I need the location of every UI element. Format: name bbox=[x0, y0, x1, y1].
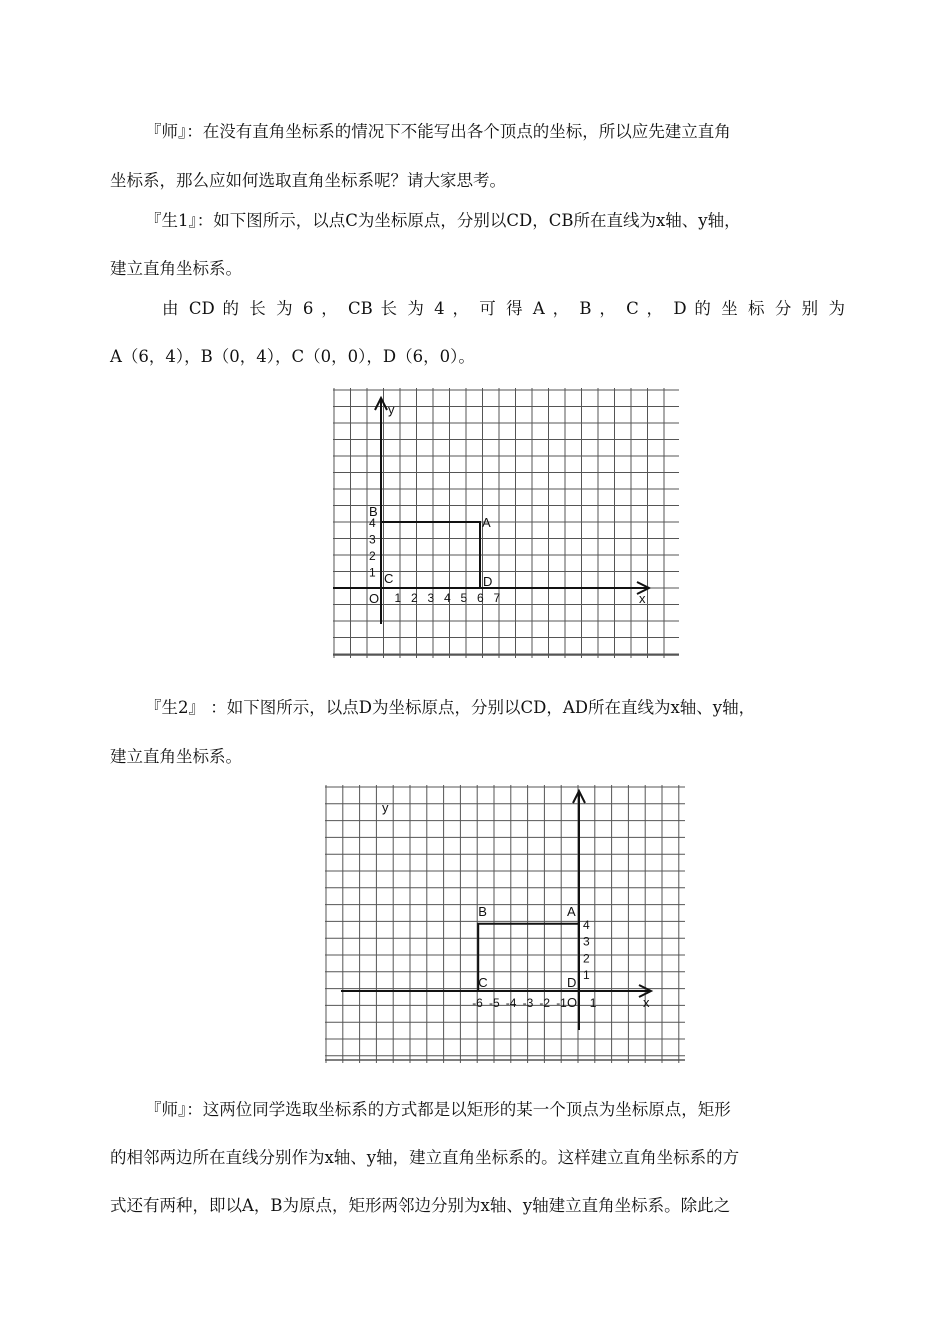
p3-line2: A（6，4），B（0，4），C（0，0），D（6，0）。 bbox=[110, 347, 475, 366]
y-axis-label: y bbox=[382, 800, 389, 815]
p2-line2: 建立直角坐标系。 bbox=[110, 259, 242, 278]
x-tick-label: 7 bbox=[493, 591, 501, 605]
x-tick-label: -5 bbox=[489, 996, 500, 1010]
point-label-c: C bbox=[478, 975, 488, 990]
x-axis-label: x bbox=[643, 995, 650, 1010]
x-tick-label: 4 bbox=[444, 591, 451, 605]
y-tick-label: 4 bbox=[369, 516, 376, 530]
x-tick-label: 6 bbox=[477, 591, 484, 605]
x-axis-label: x bbox=[639, 591, 646, 606]
x-tick-label: 3 bbox=[427, 591, 435, 605]
y-tick-label: 2 bbox=[369, 549, 376, 563]
x-tick-label: 5 bbox=[460, 591, 468, 605]
y-tick-label: 1 bbox=[369, 565, 376, 580]
figure-2-coordinate-grid bbox=[325, 785, 685, 1063]
p2-line1: 『生1』：如下图所示，以点C为坐标原点，分别以CD，CB所在直线为x轴、y轴， bbox=[145, 211, 741, 230]
rectangle-abcd bbox=[478, 924, 579, 991]
p1-line1: 『师』：在没有直角坐标系的情况下不能写出各个顶点的坐标，所以应先建立直角 bbox=[145, 122, 731, 141]
y-tick-label: 3 bbox=[583, 934, 590, 949]
point-label-d: D bbox=[483, 574, 493, 589]
p4-line1: 『生2』 ：如下图所示，以点D为坐标原点，分别以CD，AD所在直线为x轴、y轴， bbox=[145, 698, 756, 717]
y-tick-label: 2 bbox=[583, 951, 590, 966]
x-tick-label: -2 bbox=[539, 996, 551, 1010]
p5-line3: 式还有两种，即以A，B为原点，矩形两邻边分别为x轴、y轴建立直角坐标系。除此之 bbox=[110, 1196, 731, 1215]
p1-line2: 坐标系，那么应如何选取直角坐标系呢？请大家思考。 bbox=[110, 171, 506, 190]
y-tick-label: 4 bbox=[583, 917, 590, 932]
p4-line2: 建立直角坐标系。 bbox=[110, 747, 242, 766]
point-label-a: A bbox=[567, 903, 576, 919]
point-label-d: D bbox=[567, 975, 577, 990]
y-axis-label: y bbox=[388, 402, 395, 417]
x-tick-label: 2 bbox=[411, 591, 418, 605]
origin-label: O bbox=[369, 591, 380, 606]
point-label-b: B bbox=[369, 504, 378, 519]
p5-line2: 的相邻两边所在直线分别作为x轴、y轴，建立直角坐标系的。这样建立直角坐标系的方 bbox=[110, 1148, 740, 1167]
point-label-a: A bbox=[482, 515, 491, 530]
y-tick-label: 3 bbox=[369, 532, 376, 547]
point-label-b: B bbox=[478, 903, 487, 919]
x-tick-label: 1 bbox=[394, 591, 402, 605]
y-tick-label: 1 bbox=[583, 968, 590, 983]
x-tick-label: 1 bbox=[589, 996, 597, 1010]
p5-line1: 『师』：这两位同学选取坐标系的方式都是以矩形的某一个顶点为坐标原点，矩形 bbox=[145, 1100, 731, 1119]
x-tick-label: -4 bbox=[505, 996, 517, 1010]
x-tick-label: -6 bbox=[472, 996, 483, 1010]
figure-1-coordinate-grid bbox=[333, 388, 679, 658]
p3-line1: 由 CD 的 长 为 6 ， CB 长 为 4 ， 可 得 A ， B ， C ， D 的 坐 标 分 别 为 bbox=[162, 299, 845, 318]
point-label-c: C bbox=[384, 571, 394, 586]
x-tick-label: -1 bbox=[556, 996, 567, 1010]
x-tick-label: -3 bbox=[522, 996, 534, 1010]
origin-label: O bbox=[567, 995, 578, 1010]
